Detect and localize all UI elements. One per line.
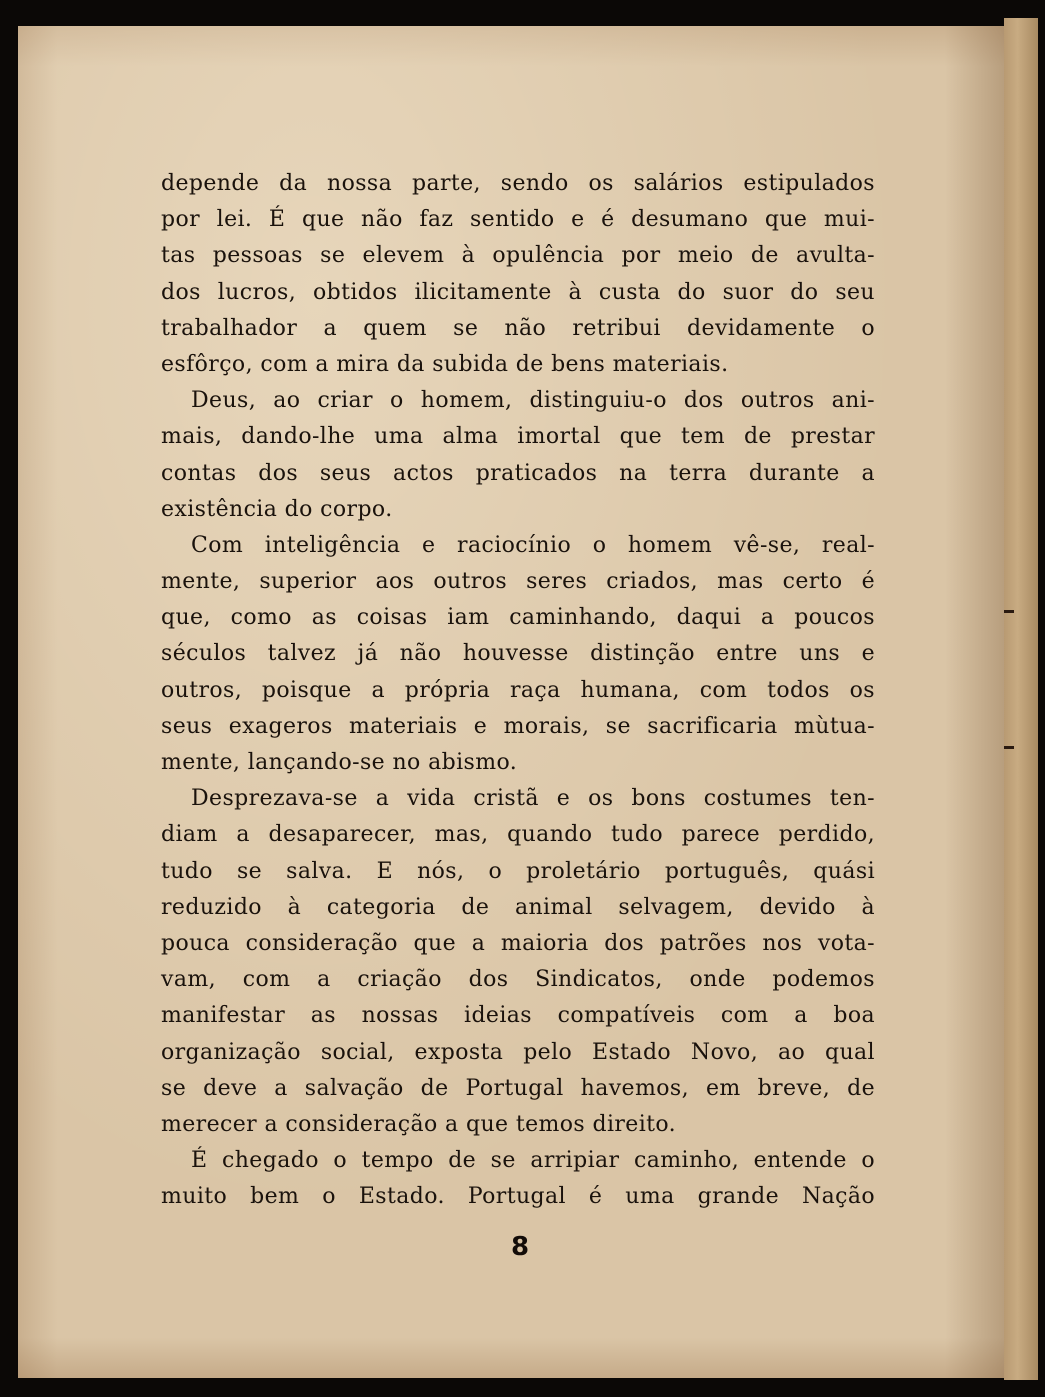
page-number: 8 — [510, 1232, 530, 1262]
edge-mark — [1004, 610, 1014, 613]
text-line: É chegado o tempo de se arripiar caminho, entende o — [191, 1148, 875, 1174]
text-line: mente, lançando-se no abismo. — [161, 750, 518, 775]
text-line: tudo se salva. E nós, o proletário português, quási — [161, 858, 875, 884]
text-line: se deve a salvação de Portugal havemos, em breve, de — [161, 1075, 875, 1101]
text-line: por lei. É que não faz sentido e é desumano que mui- — [161, 207, 875, 233]
text-line: outros, poisque a própria raça humana, com todos os — [161, 677, 875, 703]
text-line: diam a desaparecer, mas, quando tudo parece perdido, — [161, 822, 875, 848]
page-edge-strip — [1004, 18, 1038, 1380]
text-line: tas pessoas se elevem à opulência por meio de avulta- — [161, 243, 875, 269]
text-line: vam, com a criação dos Sindicatos, onde podemos — [161, 967, 875, 993]
text-line: mente, superior aos outros seres criados, mas certo é — [161, 569, 875, 595]
text-line: depende da nossa parte, sendo os salários estipulados — [161, 171, 875, 196]
body-text — [161, 166, 875, 1215]
text-line: Com inteligência e raciocínio o homem vê-se, real- — [191, 532, 875, 558]
text-line: pouca consideração que a maioria dos patrões nos vota- — [161, 930, 875, 956]
text-line: mais, dando-lhe uma alma imortal que tem de prestar — [161, 424, 875, 450]
text-line: organização social, exposta pelo Estado Novo, ao qual — [161, 1039, 875, 1065]
text-line: reduzido à categoria de animal selvagem, devido à — [161, 894, 875, 920]
text-line: seus exageros materiais e morais, se sacrificaria mùtua- — [161, 713, 875, 739]
text-line: Desprezava-se a vida cristã e os bons costumes ten- — [191, 786, 875, 812]
text-line: séculos talvez já não houvesse distinção entre uns e — [161, 641, 875, 667]
text-line: manifestar as nossas ideias compatíveis com a boa — [161, 1003, 875, 1029]
edge-mark — [1004, 746, 1014, 749]
text-line: que, como as coisas iam caminhando, daqui a poucos — [161, 605, 875, 631]
text-line: trabalhador a quem se não retribui devidamente o — [161, 315, 875, 341]
text-line: existência do corpo. — [161, 496, 393, 522]
text-line: dos lucros, obtidos ilicitamente à custa do suor do seu — [161, 279, 875, 305]
text-line: esfôrço, com a mira da subida de bens materiais. — [161, 351, 729, 377]
text-line: Deus, ao criar o homem, distinguiu-o dos outros ani- — [191, 388, 875, 414]
text-line: merecer a consideração a que temos direito. — [161, 1111, 677, 1137]
text-line: contas dos seus actos praticados na terra durante a — [161, 460, 875, 486]
text-line: muito bem o Estado. Portugal é uma grande Nação — [161, 1184, 875, 1210]
